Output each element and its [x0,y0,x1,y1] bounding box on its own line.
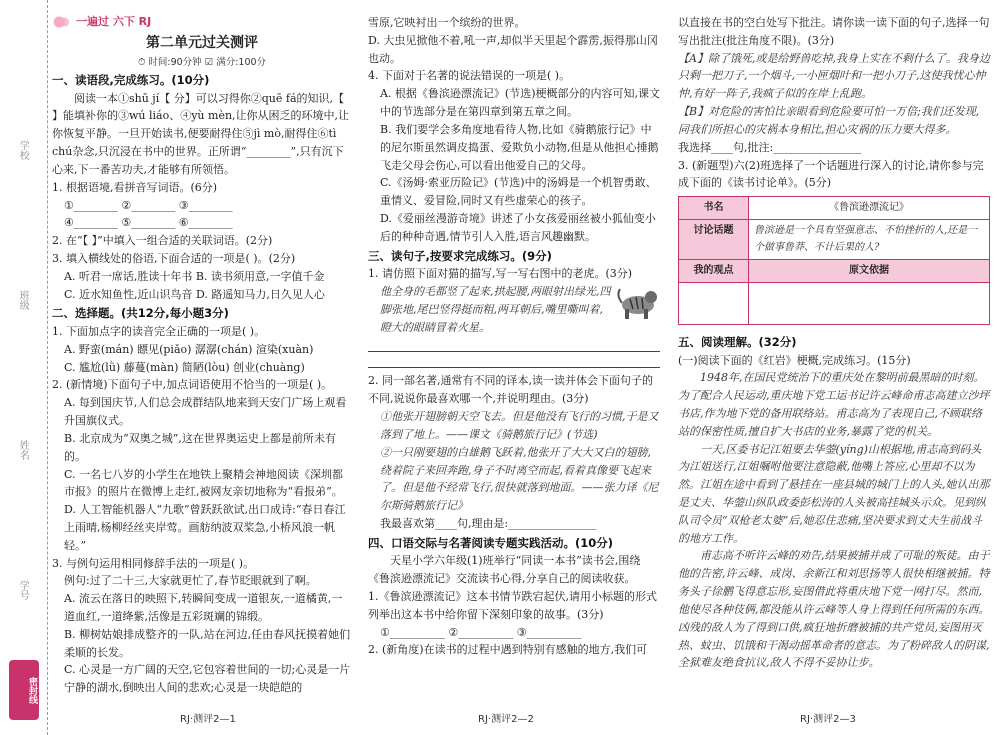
question-text: C. 一名七八岁的小学生在地铁上聚精会神地阅读《深圳都市报》的照片在微博上走红,被网友亲切地称为“看报弟”。 [64,467,344,499]
table-label-basis: 原文依据 [749,259,990,282]
question-text: A. 听君一席话,胜读十年书 B. 读书须用意,一字值千金 [64,269,325,283]
table-topic-value: 鲁滨逊是一个具有坚强意志、不怕挫折的人,还是一个做事鲁莽、不计后果的人? [749,220,990,259]
question-text: 例句:过了二十三,大家就更忙了,春节眨眼就到了啊。 [64,574,317,588]
question-text: ④________ ⑤________ ⑥________ [64,216,233,230]
table-basis-answer[interactable] [749,282,990,324]
question-text: 以直接在书的空白处写下批注。请你读一读下面的句子,选择一句写出批注(批注角度不限)。(3分) [678,16,990,47]
question-text: 1. 下面加点字的读音完全正确的一项是( )。 [52,325,266,339]
binding-label-school: 学校 [17,140,29,160]
question-text: C.《汤姆·索亚历险记》(节选)中的汤姆是一个机智勇敢、重情义、爱冒险,同时又有些虚荣心的孩子。 [380,176,657,208]
question-text: 我最喜欢第____句,理由是:________________ [380,516,597,530]
question-text: D. 大虫见掀他不着,吼一声,却似半天里起个霹雳,振得那山冈也动。 [368,33,658,65]
cat-description: 他全身的毛都竖了起来,拱起腰,两眼射出绿光,四脚张地,尾巴竖得挺而粗,两耳朝后,嘴里嘶叫着,瞪大的眼睛冒着火星。 [380,285,611,334]
question-text: ①他张开翅膀朝天空飞去。但是他没有飞行的习惯,于是又落到了地上。——课文《骑鹅旅行记》(节选) [380,410,659,441]
question-text: 阅读一本①shū jí【 分】可以习得你②quē fá的知识,【 】能填补你的③wú liáo、④yù mèn,让你从困乏的环境中,让你恢复平静。一旦开始读书,便要耐得住⑤jì mò,耐得住⑥tì chú杂念,只沉浸在书中的世界。正所谓“________”,只有沉下心来,下一番苦功夫,才能够有所领悟。 [52,91,350,176]
table-view-answer[interactable] [679,282,749,324]
question-text: 一天,区委书记江姐要去华蓥(yíng)山根据地,甫志高到码头为江姐送行,江姐嘱咐他要注意隐蔽,他嘴上答应,心里却不以为然。江姐在途中看到了悬挂在一座县城的城门上的人头,她认出那是丈夫、华蓥山纵队政委彭松涛的人头被高挂城头示众。见到纵队司令员“双枪老太婆”后,她忍住悲痛,坚决要求到丈夫生前战斗的地方工作。 [678,442,990,545]
reading-discussion-table [678,196,990,325]
table-label-view: 我的观点 [679,259,749,282]
question-text: 我选择____句,批注:________________ [678,140,862,154]
binding-label-class: 班级 [17,290,29,310]
tiger-illustration-icon [616,285,660,321]
column-3-top [678,14,990,192]
column-2 [368,14,660,659]
column-2-top [368,14,660,283]
question-text: 2. 同一部名著,通常有不同的译本,读一读并体会下面句子的不同,说说你最喜欢哪一个,并说明理由。(3分) [368,374,653,406]
table-label-book: 书名 [679,197,749,220]
brand-bar [52,14,352,30]
question-text: 雪原,它映衬出一个缤纷的世界。 [368,16,526,29]
question-text: B. 我们要学会多角度地看待人物,比如《骑鹅旅行记》中的尼尔斯虽然调皮捣蛋、爱欺负小动物,但是从他担心捶鹅飞走父母会伤心,可以看出他爱自己的父母。 [380,122,659,172]
question-text: A. 流云在落日的映照下,转瞬间变成一道银灰,一道橘黄,一道血红,一道绛紫,活像是五彩斑斓的锦缎。 [64,592,343,624]
section-heading: 三、读句子,按要求完成练习。(9分) [368,248,552,263]
question-text: 3. (新题型)六(2)班选择了一个话题进行深入的讨论,请你参与完成下面的《读书讨论单》。(5分) [678,158,984,190]
question-text: A. 每到国庆节,人们总会成群结队地来到天安门广场上观看升国旗仪式。 [64,396,347,428]
section-heading: 一、读语段,完成练习。(10分) [52,73,210,88]
answer-line [368,356,660,368]
question-text: D.《爱丽丝漫游奇境》讲述了小女孩爱丽丝被小狐仙变小后的种种奇遇,情节引人入胜,语言风趣幽默。 [380,211,656,243]
question-text: 1948年,在国民党统治下的重庆处在黎明前最黑暗的时刻。为了配合人民运动,重庆地下党工运书记许云峰命甫志高建立沙坪书店,作为地下党的备用联络站。甫志高为了表现自己,不顾联络站的保密性质,擅自扩大书店的业务,暴露了党的机关。 [678,371,990,438]
column-1-body [52,71,352,697]
question-text: 1. 根据语境,看拼音写词语。(6分) [52,180,218,194]
section-heading: 四、口语交际与名著阅读专题实践活动。(10分) [368,535,614,550]
question-text: (一)阅读下面的《红岩》梗概,完成练习。(15分) [678,353,911,367]
question-text: 4. 下面对于名著的说法错误的一项是( )。 [368,69,571,83]
question-text: C. 心灵是一方广阔的天空,它包容着世间的一切;心灵是一片宁静的湖水,倒映出人间的悲欢;心灵是一块皑皑的 [64,663,351,695]
brand-logo-icon [52,15,70,29]
question-text: A. 野蛮(mán) 瞟见(piǎo) 潺潺(chán) 渲染(xuàn) [64,342,314,356]
page-footer-2: RJ·测评2—2 [478,714,534,725]
exam-meta: ⏱ 时间:90分钟 ☑ 满分:100分 [137,56,267,68]
column-3-bottom [678,333,990,672]
question-text: 1. 请仿照下面对猫的描写,写一写右图中的老虎。(3分) [368,267,633,281]
page-footer-3: RJ·测评2—3 [800,714,856,725]
binding-margin [0,0,48,735]
question-text: 2. 在“【 】”中填入一组合适的关联词语。(2分) [52,234,273,248]
question-text: ①________ ②________ ③________ [64,198,233,212]
question-text: 【B】对危险的害怕比亲眼看到危险要可怕一万倍;我们还发现,同我们所担心的灾祸本身相比,担心灾祸的压力要大得多。 [678,105,980,136]
binding-label-name: 姓名 [17,440,29,460]
question-text: 3. 填入横线处的俗语,下面合适的一项是( )。(2分) [52,251,296,265]
question-text: A. 根据《鲁滨逊漂流记》(节选)梗概部分的内容可知,课文中的节选部分是在第四章到第五章之间。 [380,87,661,119]
section-heading: 二、选择题。(共12分,每小题3分) [52,306,229,321]
question-text: ②一只刚要翅的白雄鹅飞跃着,他张开了大大又白的翅膀,绕着院子来回奔跑,身子不时离空而起,看着真像要飞起来了。但是他不经常飞行,很快就落到地面。——张力译《尼尔斯骑鹅旅行记》 [380,445,659,513]
page-footer-1: RJ·测评2—1 [180,714,236,725]
table-label-topic: 讨论话题 [679,220,749,259]
column-3 [678,14,990,672]
question-text: B. 柳树姑娘排成整齐的一队,站在河边,任由春风抚摸着她们柔顺的长发。 [64,627,351,659]
question-text: 3. 与例句运用相同修辞手法的一项是( )。 [52,556,255,570]
question-text: 2. (新角度)在读书的过程中遇到特别有感触的地方,我们可 [368,643,648,657]
question-text: 1.《鲁滨逊漂流记》这本书情节跌宕起伏,请用小标题的形式列举出这本书中给你留下深刻印象的故事。(3分) [368,590,657,621]
column-2-bottom [368,372,660,659]
question-text: 2. (新情境)下面句子中,加点词语使用不恰当的一项是( )。 [52,378,333,392]
question-text: 甫志高不听许云峰的劝告,结果被捕并成了可耻的叛徒。由于他的告密,许云峰、成岗、余新江和刘思扬等人很快相继被捕。特务头子徐鹏飞得意忘形,妄图借此将重庆地下党一网打尽。然而,他使尽各种伎俩,都没能从许云峰等人身上得到任何所需的东西。凶残的敌人为了得到口供,疯狂地折磨被捕的共产党员,妄图用灭热、蚊虫、饥饿和干渴动摇革命者的意志。为了粉碎敌人的阴谋,全狱难友绝食抗议,敌人不得不妥协让步。 [678,549,990,670]
brand-name: 一遍过 六下 RJ [76,15,152,29]
question-text: 天星小学六年级(1)班举行“同读一本书”读书会,围绕《鲁滨逊漂流记》交流读书心得,分享自己的阅读收获。 [368,554,641,586]
cat-passage [368,283,660,336]
question-text: 【A】除了饿死,或是给野兽吃掉,我身上实在不剩什么了。我身边只剩一把刀子,一个烟斗,一小匣烟叶和一把小刀子,这使我忧心忡忡,有好一阵子,我疯子似的在岸上乱跑。 [678,51,990,101]
question-text: B. 北京成为“双奥之城”,这在世界奥运史上都是前所未有的。 [64,431,336,463]
table-book-value: 《鲁滨逊漂流记》 [749,197,990,220]
question-text: C. 近水知鱼性,近山识鸟音 D. 路遥知马力,日久见人心 [64,287,325,301]
seal-stamp: 密封线 [9,660,39,720]
question-text: ①__________ ②__________ ③__________ [380,625,582,639]
page-title: 第二单元过关测评 [146,35,258,51]
question-text: D. 人工智能机器人“九歌”曾跃跃欲试,出口成诗:“春日春江上雨晴,杨柳经丝夹岸莺。画舫纳波双桨急,小桥风浪一帆轻。” [64,503,346,552]
column-1 [52,14,352,697]
answer-line [368,340,660,352]
binding-label-number: 学号 [17,580,29,600]
section-heading: 五、阅读理解。(32分) [678,334,797,349]
question-text: C. 尴尬(lǜ) 藤蔓(màn) 简陋(lòu) 创业(chuàng) [64,360,305,374]
